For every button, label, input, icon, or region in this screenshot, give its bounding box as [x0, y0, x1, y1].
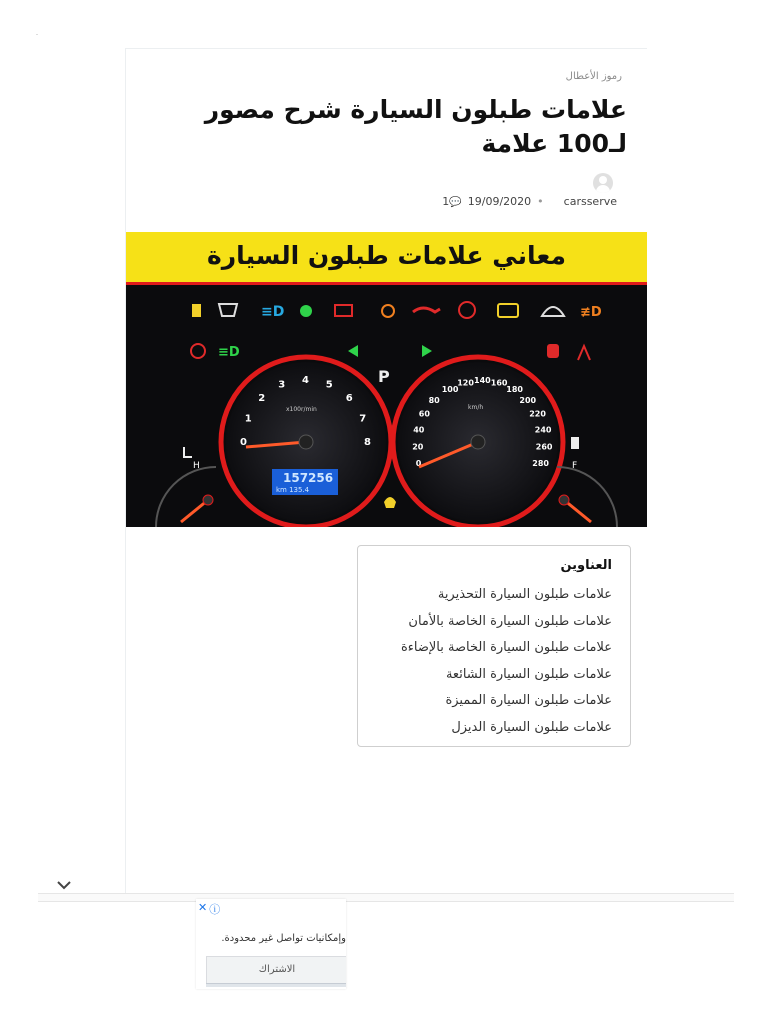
- gauge-tick-label: 2: [258, 393, 266, 405]
- info-icon[interactable]: ⓘ: [209, 903, 221, 916]
- svg-text:x100r/min: x100r/min: [286, 406, 317, 413]
- odometer-readout: 157256: [283, 471, 334, 485]
- page-dot: [36, 34, 38, 35]
- gauge-tick-label: 8: [364, 437, 371, 448]
- comment-count[interactable]: 1💬: [442, 195, 462, 208]
- table-of-contents: [357, 545, 631, 747]
- post-title: علامات طبلون السيارة شرح مصور لـ100 علامة: [204, 95, 627, 158]
- fog-light-icon: ≢D: [580, 305, 602, 320]
- breadcrumb-category[interactable]: رموز الأعطال: [565, 71, 622, 82]
- gauge-tick-label: 0: [415, 459, 422, 469]
- door-open-icon: [547, 344, 559, 358]
- gauge-tick-label: 3: [278, 379, 286, 391]
- gauge-tick-label: 6: [345, 393, 353, 405]
- author-name[interactable]: carsserve: [563, 195, 617, 208]
- gauge-tick-label: 1: [244, 413, 252, 425]
- trip-readout: km 135.4: [276, 486, 310, 494]
- ad-text: وإمكانيات تواصل غير محدودة.: [221, 933, 346, 944]
- toc-item[interactable]: علامات طبلون السيارة المميزة: [445, 693, 612, 708]
- toc-item[interactable]: علامات طبلون السيارة الخاصة بالإضاءة: [400, 640, 612, 655]
- gauge-tick-label: 240: [534, 425, 552, 435]
- chevron-down-icon[interactable]: [55, 876, 73, 894]
- gauge-tick-label: 220: [529, 409, 546, 419]
- ad-anchor-bar: [38, 893, 734, 902]
- toc-item[interactable]: علامات طبلون السيارة الديزل: [451, 719, 612, 735]
- gauge-tick-label: 40: [413, 425, 425, 435]
- speedometer-gauge: [393, 357, 563, 527]
- svg-text:F: F: [572, 461, 578, 471]
- gauge-tick-label: 5: [325, 379, 333, 391]
- fuel-gauge-icon: [571, 437, 579, 449]
- hero-banner-text: معاني علامات طبلون السيارة: [126, 232, 647, 285]
- gauge-tick-label: 0: [240, 437, 247, 448]
- ad-banner[interactable]: [196, 899, 346, 989]
- parking-sensor-icon: P: [378, 367, 390, 386]
- fuel-light-icon: [192, 304, 201, 317]
- side-light-icon: [300, 305, 312, 317]
- headlight-icon: ≡D: [261, 304, 285, 320]
- svg-text:H: H: [193, 461, 200, 471]
- toc-title: العناوين: [560, 558, 612, 573]
- toc-list: [401, 582, 612, 741]
- svg-text:km/h: km/h: [468, 404, 484, 411]
- hero-image[interactable]: [126, 232, 647, 527]
- meta-separator: •: [537, 195, 544, 208]
- author-avatar[interactable]: [593, 173, 613, 193]
- gauge-tick-label: 260: [535, 442, 553, 452]
- gauge-tick-label: 80: [428, 395, 440, 405]
- article-card: [125, 48, 647, 894]
- gauge-tick-label: 120: [457, 378, 474, 388]
- toc-item[interactable]: علامات طبلون السيارة الشائعة: [445, 666, 612, 682]
- gauge-tick-label: 60: [418, 409, 430, 419]
- close-icon[interactable]: ✕: [198, 901, 208, 914]
- gauge-tick-label: 100: [441, 385, 459, 395]
- post-meta: [442, 195, 617, 208]
- toc-item[interactable]: علامات طبلون السيارة الخاصة بالأمان: [408, 613, 612, 629]
- gauge-tick-label: 4: [302, 375, 309, 386]
- gauge-tick-label: 200: [519, 395, 537, 405]
- gauge-tick-label: 160: [490, 378, 508, 388]
- toc-item[interactable]: علامات طبلون السيارة التحذيرية: [437, 587, 612, 602]
- gauge-tick-label: 280: [532, 459, 550, 469]
- dashboard-illustration: [126, 232, 647, 527]
- post-date: 19/09/2020: [467, 195, 532, 208]
- ad-divider: [206, 983, 346, 987]
- gauge-tick-label: 20: [412, 442, 424, 452]
- gauge-tick-label: 140: [474, 376, 491, 385]
- ad-controls: [198, 901, 220, 917]
- tachometer-gauge: [221, 357, 391, 527]
- comment-icon: 💬: [449, 197, 462, 208]
- subscribe-button[interactable]: الاشتراك: [206, 956, 346, 984]
- gauge-tick-label: 180: [506, 385, 524, 395]
- parking-light-icon: ≡D: [218, 345, 240, 360]
- gauge-tick-label: 7: [359, 413, 367, 425]
